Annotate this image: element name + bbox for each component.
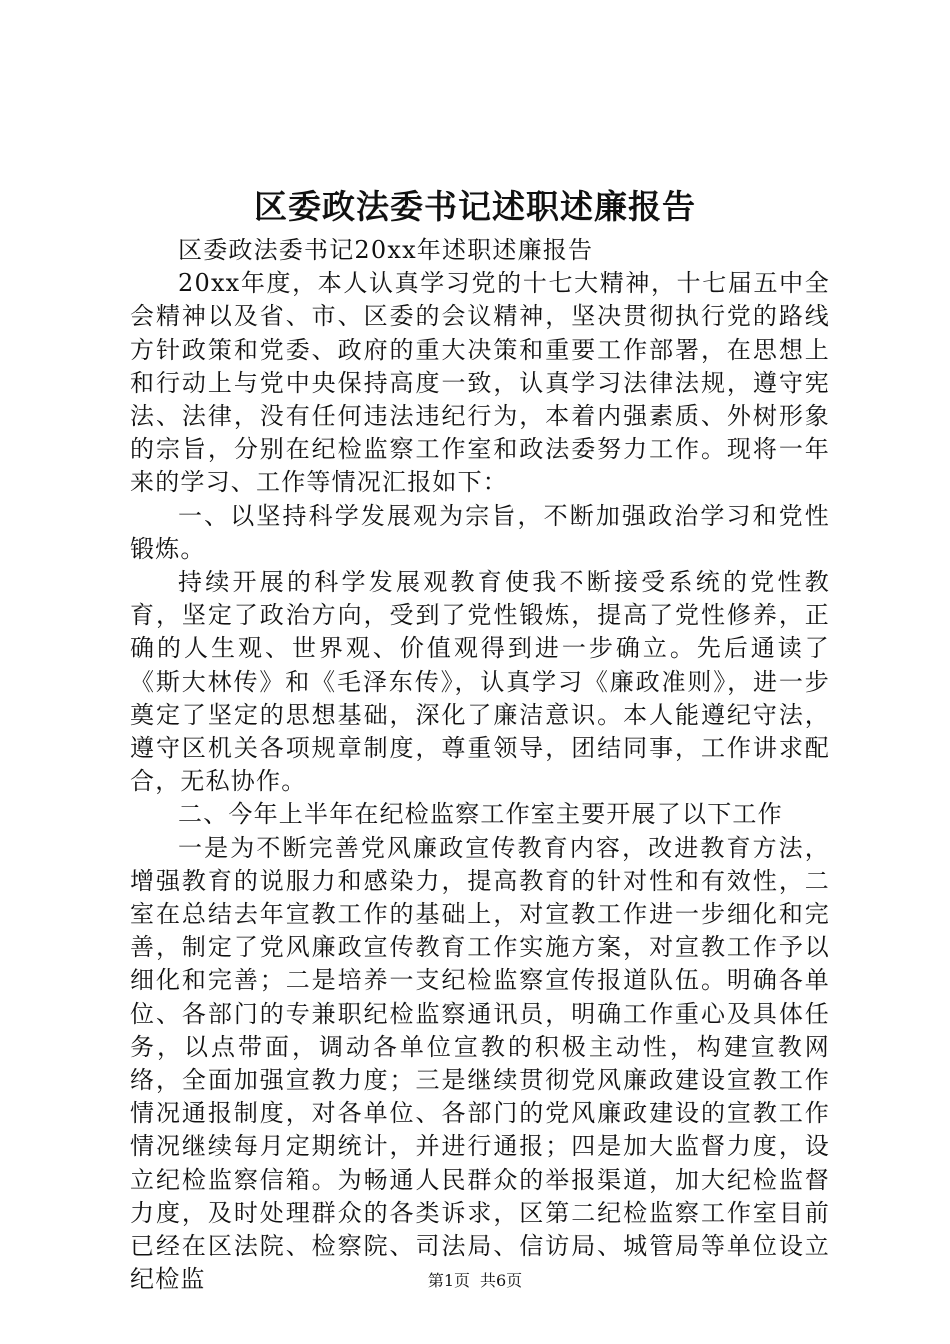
document-title: 区委政法委书记述职述廉报告 <box>254 187 696 226</box>
page-total: 共6页 <box>480 1271 523 1290</box>
page-footer <box>0 1270 950 1292</box>
subtitle-paragraph: 区委政法委书记20xx年述职述廉报告 <box>178 236 594 264</box>
body-paragraph: 一是为不断完善党风廉政宣传教育内容，改进教育方法，增强教育的说服力和感染力，提高教育的针对性和有效性，二室在总结去年宣教工作的基础上，对宣教工作进一步细化和完善，制定了党风廉政宣传教育工作实施方案，对宣教工作予以细化和完善；二是培养一支纪检监察宣传报道队伍。明确各单位、各部门的专兼职纪检监察通讯员，明确工作重心及具体任务，以点带面，调动各单位宣教的积极主动性，构建宣教网络，全面加强宣教力度；三是继续贯彻党风廉政建设宣教工作情况通报制度，对各单位、各部门的党风廉政建设的宣教工作情况继续每月定期统计，并进行通报；四是加大监督力度，设立纪检监察信箱。为畅通人民群众的举报渠道，加大纪检监督力度，及时处理群众的各类诉求，区第二纪检监察工作室目前已经在区法院、检察院、司法局、信访局、城管局等单位设立纪检监 <box>130 833 830 1294</box>
body-paragraph: 持续开展的科学发展观教育使我不断接受系统的党性教育，坚定了政治方向，受到了党性锻炼，提高了党性修养，正确的人生观、世界观、价值观得到进一步确立。先后通读了《斯大林传》和《毛泽东传》，认真学习《廉政准则》，进一步奠定了坚定的思想基础，深化了廉洁意识。本人能遵纪守法，遵守区机关各项规章制度，尊重领导，团结同事，工作讲求配合，无私协作。 <box>130 568 830 796</box>
body-paragraph: 20xx年度，本人认真学习党的十七大精神，十七届五中全会精神以及省、市、区委的会议精神，坚决贯彻执行党的路线方针政策和党委、政府的重大决策和重要工作部署，在思想上和行动上与党中央保持高度一致，认真学习法律法规，遵守宪法、法律，没有任何违法违纪行为，本着内强素质、外树形象的宗旨，分别在纪检监察工作室和政法委努力工作。现将一年来的学习、工作等情况汇报如下： <box>130 269 830 497</box>
document-body <box>130 234 830 1297</box>
section-heading: 一、以坚持科学发展观为宗旨，不断加强政治学习和党性锻炼。 <box>130 501 830 563</box>
section-heading: 二、今年上半年在纪检监察工作室主要开展了以下工作 <box>178 800 783 829</box>
page-number: 第1页 <box>427 1271 470 1290</box>
